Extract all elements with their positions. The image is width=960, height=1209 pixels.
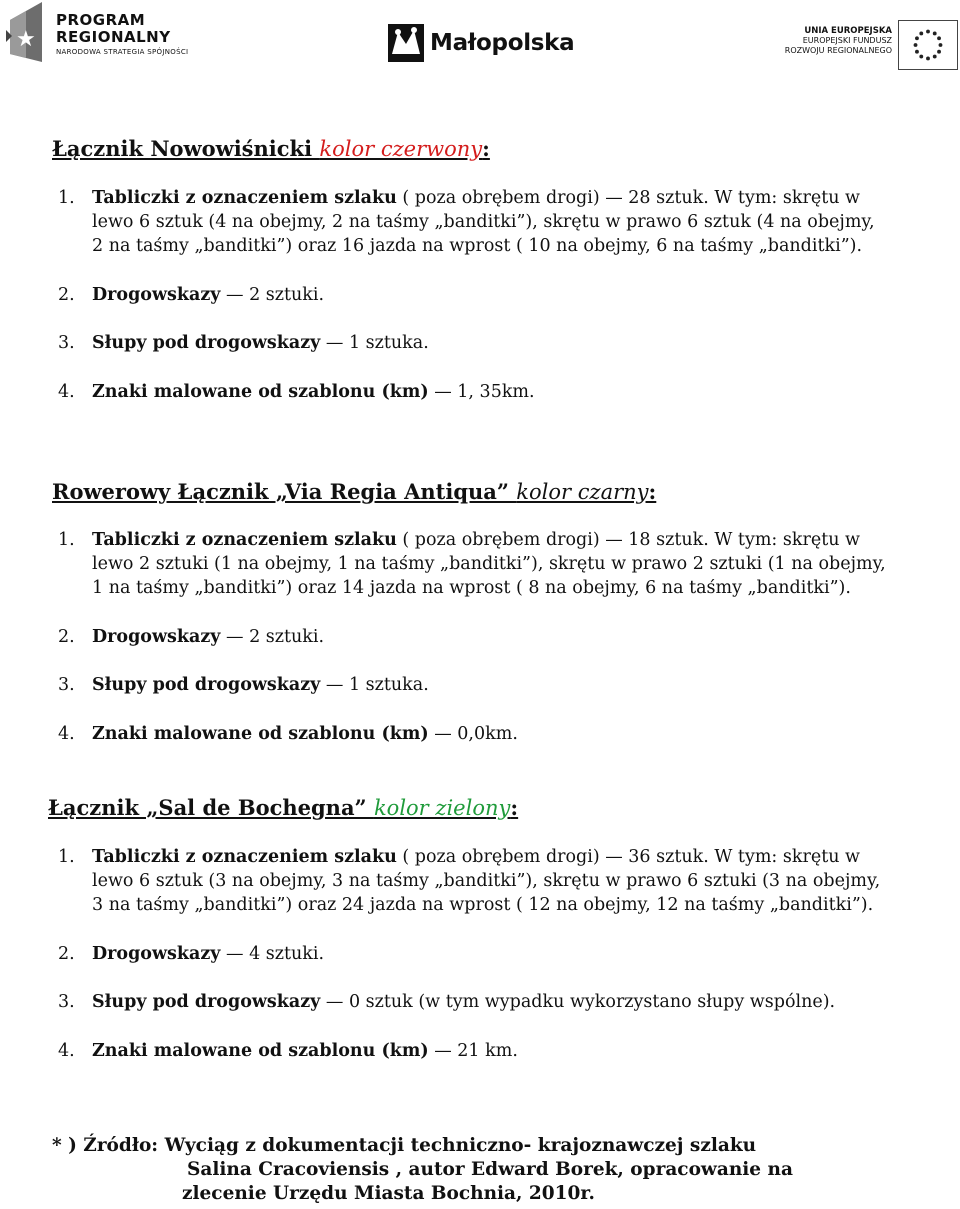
section-title-1-text: Łącznik Nowowiśnicki [52, 136, 320, 161]
section-title-2 [52, 479, 656, 505]
eu-flag-icon [898, 20, 958, 70]
list-number: 3. [58, 333, 75, 353]
item-text: ( poza obrębem drogi) — 36 sztuk. W tym: skrętu w [396, 847, 861, 867]
item-continuation: lewo 2 sztuki (1 na obejmy, 1 na taśmy „banditki”), skrętu w prawo 2 sztuki (1 na obejmy, [92, 554, 886, 574]
item-continuation: 2 na taśmy „banditki”) oraz 16 jazda na wprost ( 10 na obejmy, 6 na taśmy „banditki”). [92, 236, 863, 256]
svg-text:★: ★ [16, 27, 36, 52]
program-logo-line1: PROGRAM [56, 11, 146, 29]
item-label: Tabliczki z oznaczeniem szlaku [92, 188, 397, 208]
list-item [58, 331, 429, 355]
list-number: 1. [58, 847, 75, 867]
item-continuation: 1 na taśmy „banditki”) oraz 14 jazda na wprost ( 8 na obejmy, 6 na taśmy „banditki”). [92, 578, 851, 598]
program-logo-line2: REGIONALNY [56, 28, 171, 46]
item-label: Słupy pod drogowskazy [92, 333, 321, 353]
item-label: Tabliczki z oznaczeniem szlaku [92, 847, 397, 867]
item-continuation: lewo 6 sztuk (4 na obejmy, 2 na taśmy „banditki”), skrętu w prawo 6 sztuk (4 na obejmy, [92, 212, 875, 232]
program-logo-line3: NARODOWA STRATEGIA SPÓJNOŚCI [56, 48, 189, 56]
list-number: 4. [58, 724, 75, 744]
list-item [58, 673, 429, 697]
item-text: ( poza obrębem drogi) — 28 sztuk. W tym: skrętu w [396, 188, 861, 208]
item-text: — 0 sztuk (w tym wypadku wykorzystano słupy wspólne). [320, 992, 836, 1012]
eu-logo-line3: ROZWOJU REGIONALNEGO [784, 46, 892, 55]
list-number: 1. [58, 188, 75, 208]
footnote-line-1: * ) Źródło: Wyciąg z dokumentacji techniczno- krajoznawczej szlaku [52, 1135, 757, 1156]
list-number: 2. [58, 285, 75, 305]
eu-logo-text [785, 26, 892, 56]
section-title-2-colon: : [648, 479, 657, 504]
item-continuation: lewo 6 sztuk (3 na obejmy, 3 na taśmy „banditki”), skrętu w prawo 6 sztuki (3 na obejmy, [92, 871, 881, 891]
list-number: 4. [58, 1041, 75, 1061]
footnote-line-3: zlecenie Urzędu Miasta Bochnia, 2010r. [182, 1183, 595, 1204]
section-title-2-text: Rowerowy Łącznik „Via Regia Antiqua” [52, 479, 517, 504]
item-text: — 1 sztuka. [320, 675, 429, 695]
item-continuation: 3 na taśmy „banditki”) oraz 24 jazda na wprost ( 12 na obejmy, 12 na taśmy „banditki”). [92, 895, 874, 915]
list-number: 3. [58, 675, 75, 695]
list-item [58, 186, 860, 210]
list-item [58, 845, 860, 869]
program-regionalny-logo [4, 2, 214, 66]
page-header [0, 0, 960, 80]
list-number: 2. [58, 944, 75, 964]
section-title-1 [52, 136, 490, 162]
list-item [58, 1039, 518, 1063]
section-color-green: kolor zielony [373, 796, 511, 820]
item-label: Znaki malowane od szablonu (km) [92, 724, 429, 744]
item-text: — 1 sztuka. [320, 333, 429, 353]
item-label: Drogowskazy [92, 627, 221, 647]
eu-logo-line1: UNIA EUROPEJSKA [804, 26, 892, 36]
malopolska-emblem-icon [388, 24, 424, 62]
list-item [58, 990, 835, 1014]
list-item [58, 625, 324, 649]
section-title-3-colon: : [510, 795, 519, 820]
item-text: ( poza obrębem drogi) — 18 sztuk. W tym: skrętu w [396, 530, 861, 550]
list-number: 1. [58, 530, 75, 550]
item-label: Słupy pod drogowskazy [92, 675, 321, 695]
footnote-line-2: Salina Cracoviensis , autor Edward Borek, opracowanie na [187, 1159, 793, 1180]
item-text: — 1, 35km. [428, 382, 535, 402]
item-label: Znaki malowane od szablonu (km) [92, 382, 429, 402]
program-regionalny-emblem-icon [4, 2, 44, 62]
list-number: 3. [58, 992, 75, 1012]
item-text: — 2 sztuki. [220, 285, 325, 305]
list-item [58, 528, 860, 552]
item-label: Słupy pod drogowskazy [92, 992, 321, 1012]
item-text: — 0,0km. [428, 724, 518, 744]
section-color-red: kolor czerwony [319, 137, 483, 161]
item-label: Tabliczki z oznaczeniem szlaku [92, 530, 397, 550]
section-title-3-text: Łącznik „Sal de Bochegna” [48, 795, 374, 820]
eu-logo-line2: EUROPEJSKI FUNDUSZ [802, 36, 892, 45]
item-text: — 4 sztuki. [220, 944, 325, 964]
malopolska-wordmark: Małopolska [430, 30, 575, 56]
item-text: — 2 sztuki. [220, 627, 325, 647]
item-text: — 21 km. [428, 1041, 518, 1061]
list-number: 4. [58, 382, 75, 402]
list-item [58, 283, 324, 307]
list-item [58, 380, 535, 404]
list-number: 2. [58, 627, 75, 647]
list-item [58, 942, 324, 966]
eu-logo [784, 20, 958, 72]
item-label: Drogowskazy [92, 944, 221, 964]
section-title-3 [48, 795, 518, 821]
malopolska-logo [388, 24, 588, 66]
list-item [58, 722, 518, 746]
item-label: Znaki malowane od szablonu (km) [92, 1041, 429, 1061]
section-color-black: kolor czarny [516, 480, 649, 504]
item-label: Drogowskazy [92, 285, 221, 305]
section-title-1-colon: : [482, 136, 490, 161]
